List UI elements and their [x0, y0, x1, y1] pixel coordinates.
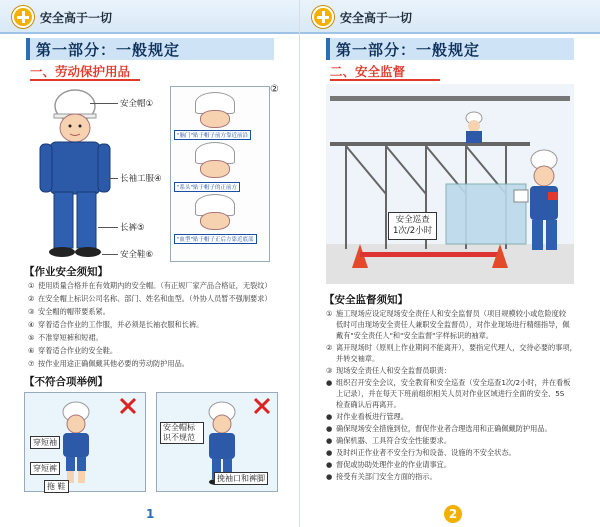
notice-item: 戴有"安全责任人"和"安全监督"字样标识的袖章。 [336, 331, 493, 340]
notice-item: ⑤ 不准穿短裤和短裙。 [28, 333, 103, 342]
page-header [300, 0, 600, 34]
notice-item: ● 确保现场安全措施到位，督促作业者合理选用和正确佩戴防护用品。 [326, 424, 552, 433]
wrong-x-icon [118, 396, 138, 416]
helmet-caption: "血型"贴于帽子正后方靠近底部 [174, 234, 257, 244]
tag-helmet-label-nonstandard: 安全帽标识不规范 [160, 422, 204, 444]
worker-illustration [30, 84, 120, 262]
notice-item: ③ 安全帽的帽带要系紧。 [28, 307, 110, 316]
notice-item: ● 对作业看板进行管理。 [326, 412, 408, 421]
tag-rolled-sleeves: 挽袖口和裤脚 [214, 472, 268, 485]
notice-item: 并转交袖章。 [336, 354, 380, 363]
wrong-x-icon [252, 396, 272, 416]
section-title: 第一部分：一般规定 [36, 41, 181, 59]
tag-shorts: 穿短裤 [30, 462, 60, 475]
subsection-title: 二、安全监督 [330, 64, 406, 79]
notice-item: 低时可由现场安全责任人兼职安全监督员），对作业现场进行精细指导，佩 [336, 320, 570, 329]
notice-item: ⑦ 按作业用途正确佩戴其他必要的劳动防护用品。 [28, 359, 189, 368]
callout-trousers: 长裤⑤ [120, 223, 145, 233]
callout-long-sleeve: 长袖工服④ [120, 174, 162, 184]
callout-helmet-labels: ② [270, 84, 279, 95]
notice-item: ● 组织召开安全会议，安全教育和安全巡查（安全巡查1次/2小时，并在看板 [326, 378, 571, 387]
right-page [300, 0, 600, 527]
notice-item: 检查确认后再离开。 [336, 400, 401, 409]
notice-item: ① 施工现场应设定现场安全责任人和安全监督员（项目规模较小或危险度较 [326, 309, 567, 318]
notice-item: ③ 现场安全责任人和安全监督员职责： [326, 366, 452, 375]
safety-cross-logo-icon [12, 6, 34, 28]
callout-safety-shoes: 安全鞋⑥ [120, 250, 154, 260]
worker-on-beam [466, 112, 482, 143]
section-title-bar [326, 38, 574, 60]
callout-line [102, 254, 118, 255]
section-title: 第一部分：一般规定 [336, 41, 481, 59]
callout-line [108, 178, 118, 179]
page-header [0, 0, 300, 34]
page-number: 1 [146, 507, 155, 521]
notice-item: ① 使用质量合格并在有效期内的安全帽。（有正规厂家产品合格证，无裂纹） [28, 281, 272, 290]
inspection-sign: 安全巡查 1次/2小时 [388, 212, 437, 240]
subsection-underline [30, 79, 140, 81]
notice-item: 上记录），并在每天下班前组织相关人员对作业区域进行全面的安全、5S [336, 389, 565, 398]
notice-item: ● 确保机器、工具符合安全性能要求。 [326, 436, 452, 445]
tag-slippers: 拖 鞋 [44, 480, 69, 493]
notice-item: ● 督促或协助处理作业的作业请事宜。 [326, 460, 452, 469]
face-icon [200, 110, 230, 128]
tag-short-sleeve: 穿短袖 [30, 436, 60, 449]
page-number: 2 [444, 505, 462, 523]
construction-site-illustration [326, 84, 574, 284]
notice-item: ④ 穿着适合作业的工作服，并必须是长袖衣服和长裤。 [28, 320, 204, 329]
notice-title: 【作业安全须知】 [24, 266, 108, 278]
notice-item: ● 接受有关部门安全方面的指示。 [326, 472, 437, 481]
worker-short-sleeve-icon [54, 400, 98, 488]
helmet-caption: "脑门"贴于帽子前方靠近前沿 [174, 130, 251, 140]
wrong-examples-title: 【不符合项举例】 [24, 376, 108, 388]
notice-item: ② 在安全帽上标识公司名称、部门、姓名和血型。（外协人员暂不强制要求） [28, 294, 272, 303]
subsection-underline [330, 79, 440, 81]
subsection-title: 一、劳动保护用品 [30, 64, 131, 79]
header-title: 安全高于一切 [40, 11, 113, 25]
notice-item: ② 离开现场时（原则上作业期间不能离开），要指定代理人，交待必要的事项， [326, 343, 577, 352]
callout-line [98, 227, 118, 228]
callout-line [90, 103, 118, 104]
section-title-bar [26, 38, 274, 60]
face-icon [200, 212, 230, 230]
header-title: 安全高于一切 [340, 11, 413, 25]
helmet-caption: "系头"贴于帽子的正前方 [174, 182, 240, 192]
callout-helmet: 安全帽① [120, 99, 154, 109]
notice-item: ● 及时纠正作业者不安全行为和设备、设施的不安全状态。 [326, 448, 516, 457]
notice-title: 【安全监督须知】 [324, 294, 408, 306]
notice-item: ⑥ 穿着适合作业的安全鞋。 [28, 346, 118, 355]
face-icon [200, 160, 230, 178]
safety-cross-logo-icon [312, 6, 334, 28]
